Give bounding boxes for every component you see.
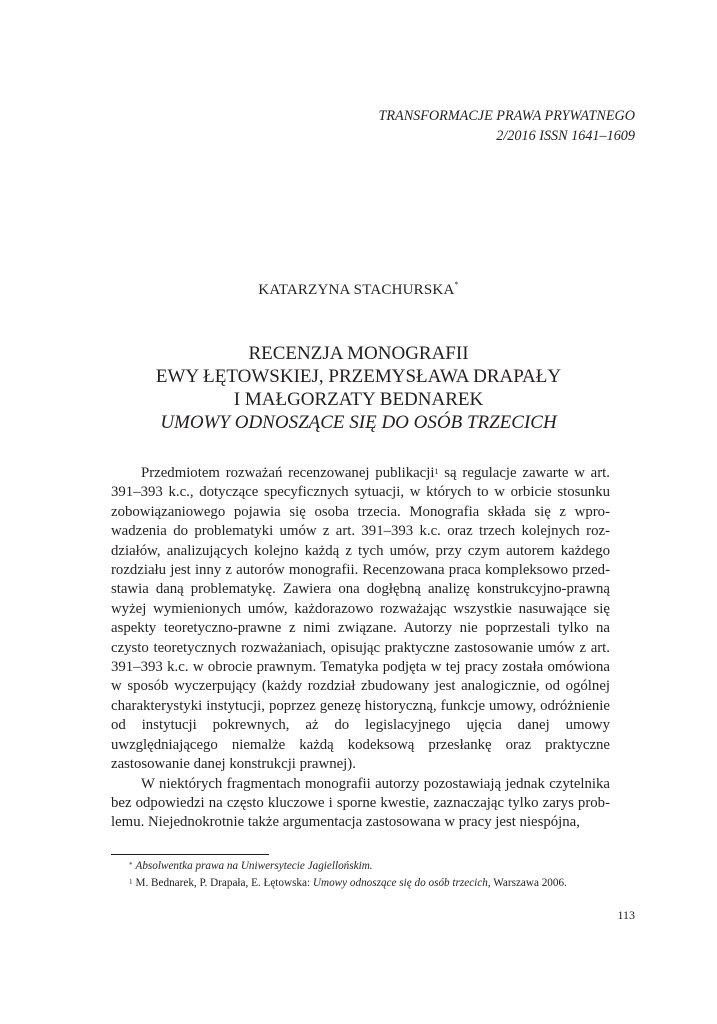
page-number: 113 (617, 908, 635, 922)
title-line-2: EWY ŁĘTOWSKIEJ, PRZEMYSŁAWA DRAPAŁY (155, 366, 562, 387)
footnote-1-mark: 1 (129, 878, 133, 886)
footnote-1 (111, 875, 611, 892)
footnote-rule (111, 854, 269, 855)
footnote-author-text: Absolwentka prawa na Uniwersytecie Jagiellońskim. (135, 860, 373, 872)
footnote-1-rest: , Warszawa 2006. (487, 877, 567, 889)
paragraph-1-rest: są regulacje zawarte w art. 391–393 k.c., dotyczące specyficznych sytuacji, w których to w orbicie stosunku zobowiązaniowego pojawia się osoba trzecia. Monografia składa się z wprowadzenia do problematyki umów z art. 391–393 k.c. oraz trzech kolejnych rozdziałów, analizujących kolejno każdą z tych umów, przy czym autorem każdego rozdziału jest inny z autorów monografii. Recenzowana praca kompleksowo przedstawia daną problematykę. Zawiera ona dogłębną analizę konstrukcyjno-prawną wyżej wymienionych umów, każdorazowo rozważając wszystkie nasuwające się aspekty teoretyczno-prawne z nimi związane. Autorzy nie poprzestali tylko na czysto teoretycznych rozważaniach, opisując praktyczne zastosowanie umów z art. 391–393 k.c. w obrocie prawnym. Tematyka podjęta w tej pracy została omówiona w sposób wyczerpujący (każdy rozdział zbudowany jest analogicznie, od ogólnej charakterystyki instytucji, poprzez genezę historyczną, funkcje umowy, odróżnienie od instytucji pokrewnych, aż do legislacyjnego ujęcia danej umowy uwzględniającego niemalże każdą kodeksową przesłankę oraz praktyczne zastosowanie danej konstrukcji prawnej). (111, 465, 610, 773)
footnote-author (111, 858, 611, 875)
journal-issue: 2/2016 ISSN 1641–1609 (496, 128, 635, 144)
footnote-1-authors: M. Bednarek, P. Drapała, E. Łętowska: (135, 877, 313, 889)
article-title (0, 342, 717, 434)
author-footnote-mark: * (454, 280, 459, 289)
body-text (111, 464, 610, 833)
journal-name: TRANSFORMACJE PRAWA PRYWATNEGO (378, 108, 635, 124)
author-name: KATARZYNA STACHURSKA (258, 282, 455, 298)
footnotes (111, 858, 611, 892)
paragraph-1-start: Przedmiotem rozważań recenzowanej publikacji (141, 465, 435, 481)
title-line-1: RECENZJA MONOGRAFII (248, 343, 469, 364)
footnote-ref-1: 1 (434, 467, 439, 476)
author-line (0, 282, 717, 299)
paragraph-1 (111, 464, 610, 775)
running-head (378, 106, 635, 146)
title-line-3: I MAŁGORZATY BEDNAREK (233, 389, 484, 410)
footnote-author-mark: * (129, 861, 133, 869)
footnote-1-title: Umowy odnoszące się do osób trzecich (312, 877, 488, 889)
paragraph-2: W niektórych fragmentach monografii autorzy pozostawiają jednak czytelnika bez odpowiedzi na często kluczowe i sporne kwestie, zaznaczając tylko zarys problemu. Niejednokrotnie także argumentacja zastosowana w pracy jest niespójna, (111, 775, 610, 831)
reviewed-book-title: UMOWY ODNOSZĄCE SIĘ DO OSÓB TRZECICH (160, 412, 557, 433)
